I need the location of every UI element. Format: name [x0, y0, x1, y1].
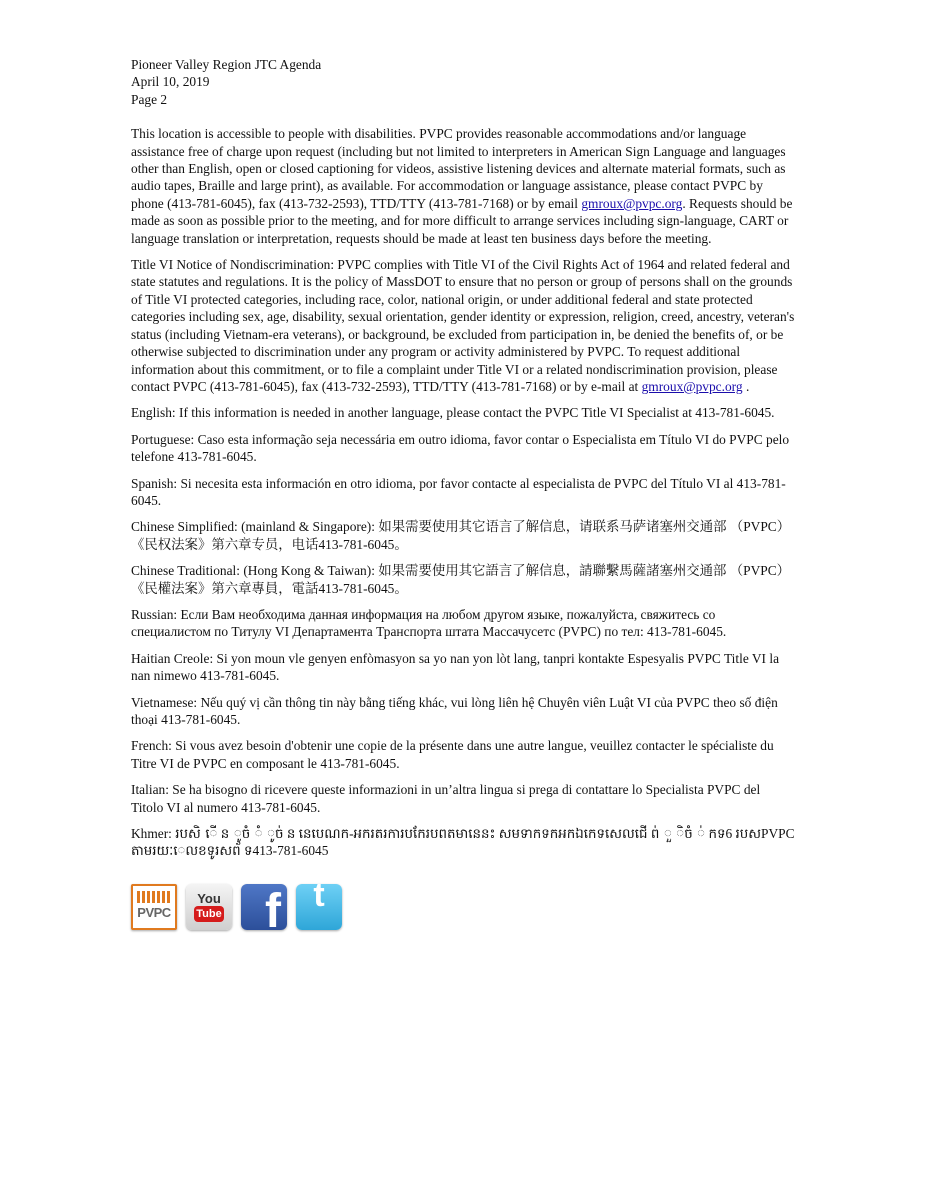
youtube-icon[interactable] — [186, 884, 232, 930]
accessibility-text-end: . Requests should be made as soon as possible prior to the meeting, and for more difficult to arrange services including sign-language, CART or language translation or interpretation, requests should be made at least ten business days before the meeting. — [131, 195, 793, 246]
language-portuguese: Portuguese: Caso esta informação seja necessária em outro idioma, favor contar o Especialista em Título VI do PVPC pelo telefone 413-781-6045. — [131, 431, 790, 465]
language-vietnamese: Vietnamese: Nếu quý vị cần thông tin này bằng tiếng khác, vui lòng liên hệ Chuyên viên Luật VI của PVPC theo số điện thoại 413-781-6045. — [131, 694, 778, 727]
twitter-icon[interactable] — [296, 884, 342, 930]
agenda-title: Pioneer Valley Region JTC Agenda — [131, 57, 322, 72]
email-link[interactable]: gmroux@pvpc.org — [641, 378, 743, 394]
language-french: French: Si vous avez besoin d'obtenir une copie de la présente dans une autre langue, veuillez contacter le spécialiste du Titre VI de PVPC en composant le 413-781-6045. — [131, 738, 774, 771]
youtube-label-bottom: Tube — [194, 906, 224, 922]
title-vi-text: Title VI Notice of Nondiscrimination: PVPC complies with Title VI of the Civil Rights Act of 1964 and related federal and state statutes and regulations. It is the policy of MassDOT to ensure that no person or group of persons shall on the grounds of Title VI protected categories, including race, color, national origin, or under additional federal and state protected categories including sex, age, disability, sexual orientation, gender identity or expression, religion, creed, ancestry, veteran's status (including Vietnam-era veterans), or background, be excluded from participation in, be denied the benefits of, or be otherwise subjected to discrimination under any program or activity administered by PVPC. To request additional information about this commitment, or to file a complaint under Title VI or a related nondiscrimination provision, please contact PVPC (413-781-6045), fax (413-732-2593), TTD/TTY (413-781-7168) or by e-mail at — [131, 257, 795, 394]
title-vi-text-end: . — [742, 378, 750, 394]
facebook-glyph: f — [265, 884, 281, 930]
facebook-icon[interactable] — [241, 884, 287, 930]
language-spanish: Spanish: Si necesita esta información en otro idioma, por favor contacte al especialista de PVPC del Título VI al 413-781-6045. — [131, 475, 786, 508]
language-english: English: If this information is needed in another language, please contact the PVPC Title VI Specialist at 413-781-6045. — [131, 405, 775, 421]
title-vi-paragraph — [131, 256, 795, 395]
language-chinese-traditional: Chinese Traditional: (Hong Kong & Taiwan): 如果需要使用其它語言了解信息，請聯繫馬薩諸塞州交通部 （PVPC）《民權法案》第六章專員，電話413-781-6045。 — [131, 563, 791, 596]
language-haitian-creole: Haitian Creole: Si yon moun vle genyen enfòmasyon sa yo nan yon lòt lang, tanpri kontakte Espesyalis PVPC Title VI la nan nimewo 413-781-6045. — [131, 650, 780, 684]
pvpc-logo-label: PVPC — [137, 905, 171, 921]
pvpc-logo-bars — [137, 891, 171, 903]
email-link[interactable]: gmroux@pvpc.org — [581, 195, 683, 211]
social-links — [131, 884, 795, 930]
document-page — [131, 56, 795, 930]
language-italian: Italian: Se ha bisogno di ricevere queste informazioni in un’altra lingua si prega di contattare lo Specialista PVPC del Titolo VI al numero 413-781-6045. — [131, 782, 761, 815]
language-khmer: Khmer: របសិ ើ ន ូចំ ំ ូច់ ន នេបេណក-អករតរការបកែរបពតមានេនះ សមទាកទកអកឯកេទសេលជើ ព់ ួ ិចំ ់ កទ6 របសPVPC តាមរយៈេលខទូរសព័ ទ413-781-6045 — [131, 826, 795, 859]
accessibility-text: This location is accessible to people with disabilities. PVPC provides reasonable accommodations and/or language assistance free of charge upon request (including but not limited to interpreters in American Sign Language and languages other than English, open or closed captioning for videos, assistive listening devices and alternate material formats, such as audio tapes, Braille and large print), as available. For accommodation or language assistance, please contact PVPC by phone (413-781-6045), fax (413-732-2593), TTD/TTY (413-781-7168) or by email — [131, 126, 786, 211]
pvpc-logo-icon[interactable] — [131, 884, 177, 930]
accessibility-paragraph — [131, 125, 795, 247]
page-number: Page 2 — [131, 91, 168, 107]
twitter-glyph: t — [313, 883, 325, 914]
language-chinese-simplified: Chinese Simplified: (mainland & Singapore): 如果需要使用其它语言了解信息，请联系马萨诸塞州交通部 （PVPC）《民权法案》第六章专员，电话413-781-6045。 — [131, 519, 791, 552]
youtube-label-top: You — [197, 890, 221, 906]
page-header — [131, 56, 795, 108]
agenda-date: April 10, 2019 — [131, 74, 210, 90]
language-russian: Russian: Если Вам необходима данная информация на любом другом языке, пожалуйста, свяжитесь со специалистом по Титулу VI Департамента Транспорта штата Массачусетс (PVPC) по тел: 413-781-6045. — [131, 606, 727, 640]
